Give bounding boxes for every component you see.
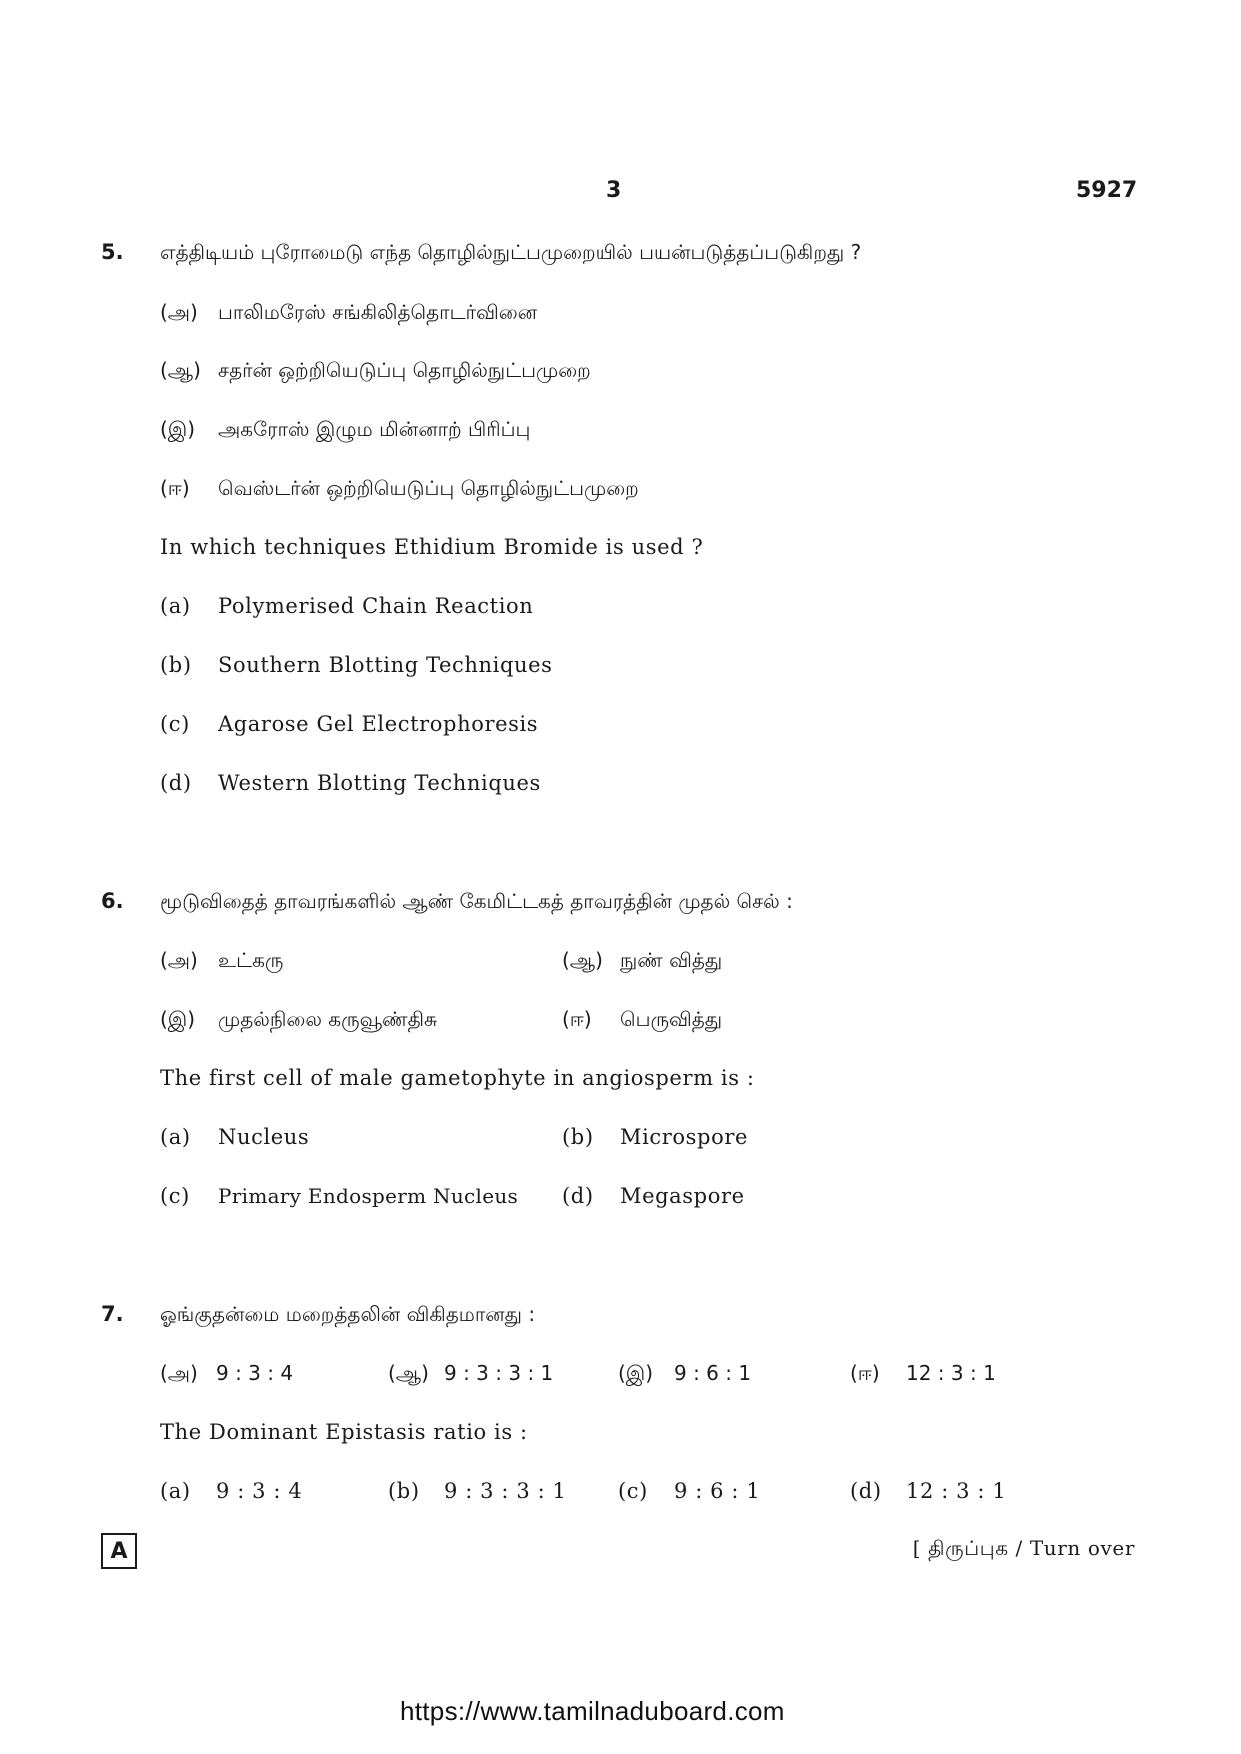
option-label: (c) [160,712,190,736]
option-tamil [618,1361,751,1388]
turn-over-label: [ திருப்புக / Turn over [912,1536,1135,1560]
question-text-tamil: ஓங்குதன்மை மறைத்தலின் விகிதமானது : [160,1302,536,1326]
option-english [160,653,553,677]
option-text: வெஸ்டர்ன் ஒற்றியெடுப்பு தொழில்நுட்பமுறை [218,476,639,500]
paper-code: 5927 [1076,178,1138,203]
option-label: (b) [160,653,192,677]
option-english [160,1479,302,1503]
question-text-english: The first cell of male gametophyte in angiosperm is : [160,1066,755,1090]
option-text: 9 : 6 : 1 [674,1361,752,1385]
option-text: நுண் வித்து [620,948,723,972]
option-text: பாலிமரேஸ் சங்கிலித்தொடர்வினை [218,300,538,324]
option-english [562,1184,745,1208]
option-label: (d) [850,1479,882,1503]
option-tamil [160,1007,437,1034]
option-label: (d) [160,771,192,795]
option-label: (இ) [618,1361,654,1385]
option-label: (இ) [160,417,196,441]
question-text-tamil: எத்திடியம் புரோமைடு எந்த தொழில்நுட்பமுறையில் பயன்படுத்தப்படுகிறது ? [160,240,862,264]
option-text: Primary Endosperm Nucleus [218,1184,519,1208]
question-text-english: The Dominant Epistasis ratio is : [160,1420,528,1444]
option-english [618,1479,760,1503]
option-english [850,1479,1006,1503]
option-label: (a) [160,594,191,618]
option-text: 12 : 3 : 1 [906,1479,1007,1503]
option-label: (b) [562,1125,594,1149]
option-label: (d) [562,1184,594,1208]
option-label: (c) [160,1184,190,1208]
option-label: (அ) [160,1361,198,1385]
option-text: 9 : 3 : 3 : 1 [444,1361,554,1385]
option-text: பெருவித்து [620,1007,723,1031]
option-text: 9 : 6 : 1 [674,1479,761,1503]
option-text: முதல்நிலை கருவூண்திசு [218,1007,438,1031]
question-number: 7. [101,1302,124,1326]
option-label: (a) [160,1125,191,1149]
option-label: (a) [160,1479,191,1503]
option-label: (அ) [160,948,198,972]
series-letter-box: A [101,1533,137,1569]
question-number: 5. [101,240,124,264]
option-tamil [388,1361,553,1388]
option-label: (c) [618,1479,648,1503]
option-tamil [562,1007,722,1034]
option-text: 9 : 3 : 3 : 1 [444,1479,567,1503]
option-tamil [160,300,537,327]
option-english [160,1184,518,1208]
option-label: (ஆ) [388,1361,429,1385]
option-tamil [850,1361,996,1388]
option-english [160,1125,309,1149]
option-tamil [160,948,283,975]
option-text: உட்கரு [218,948,284,972]
option-text: Microspore [620,1125,748,1149]
option-label: (ஈ) [160,476,190,500]
page-number: 3 [606,178,622,203]
option-tamil [562,948,722,975]
option-english [160,771,541,795]
question-text-english: In which techniques Ethidium Bromide is used ? [160,535,704,559]
question-number: 6. [101,889,124,913]
option-tamil [160,358,591,385]
option-label: (b) [388,1479,420,1503]
option-text: Nucleus [218,1125,310,1149]
option-text: 9 : 3 : 4 [216,1361,294,1385]
option-text: Southern Blotting Techniques [218,653,553,677]
option-label: (அ) [160,300,198,324]
option-text: 12 : 3 : 1 [906,1361,996,1385]
option-label: (ஆ) [562,948,603,972]
source-url: https://www.tamilnaduboard.com [400,1696,785,1726]
option-english [562,1125,748,1149]
option-english [160,712,538,736]
option-tamil [160,1361,293,1388]
option-label: (ஈ) [850,1361,880,1385]
option-text: Western Blotting Techniques [218,771,541,795]
option-text: Agarose Gel Electrophoresis [218,712,539,736]
option-label: (ஈ) [562,1007,592,1031]
option-tamil [160,417,530,444]
option-text: சதர்ன் ஒற்றியெடுப்பு தொழில்நுட்பமுறை [218,358,591,382]
question-text-tamil: மூடுவிதைத் தாவரங்களில் ஆண் கேமிட்டகத் தாவரத்தின் முதல் செல் : [160,889,793,913]
option-label: (இ) [160,1007,196,1031]
option-english [160,594,533,618]
option-english [388,1479,567,1503]
option-text: 9 : 3 : 4 [216,1479,303,1503]
option-label: (ஆ) [160,358,201,382]
option-tamil [160,476,639,503]
option-text: Megaspore [620,1184,745,1208]
option-text: Polymerised Chain Reaction [218,594,534,618]
option-text: அகரோஸ் இழும மின்னாற் பிரிப்பு [218,417,531,441]
